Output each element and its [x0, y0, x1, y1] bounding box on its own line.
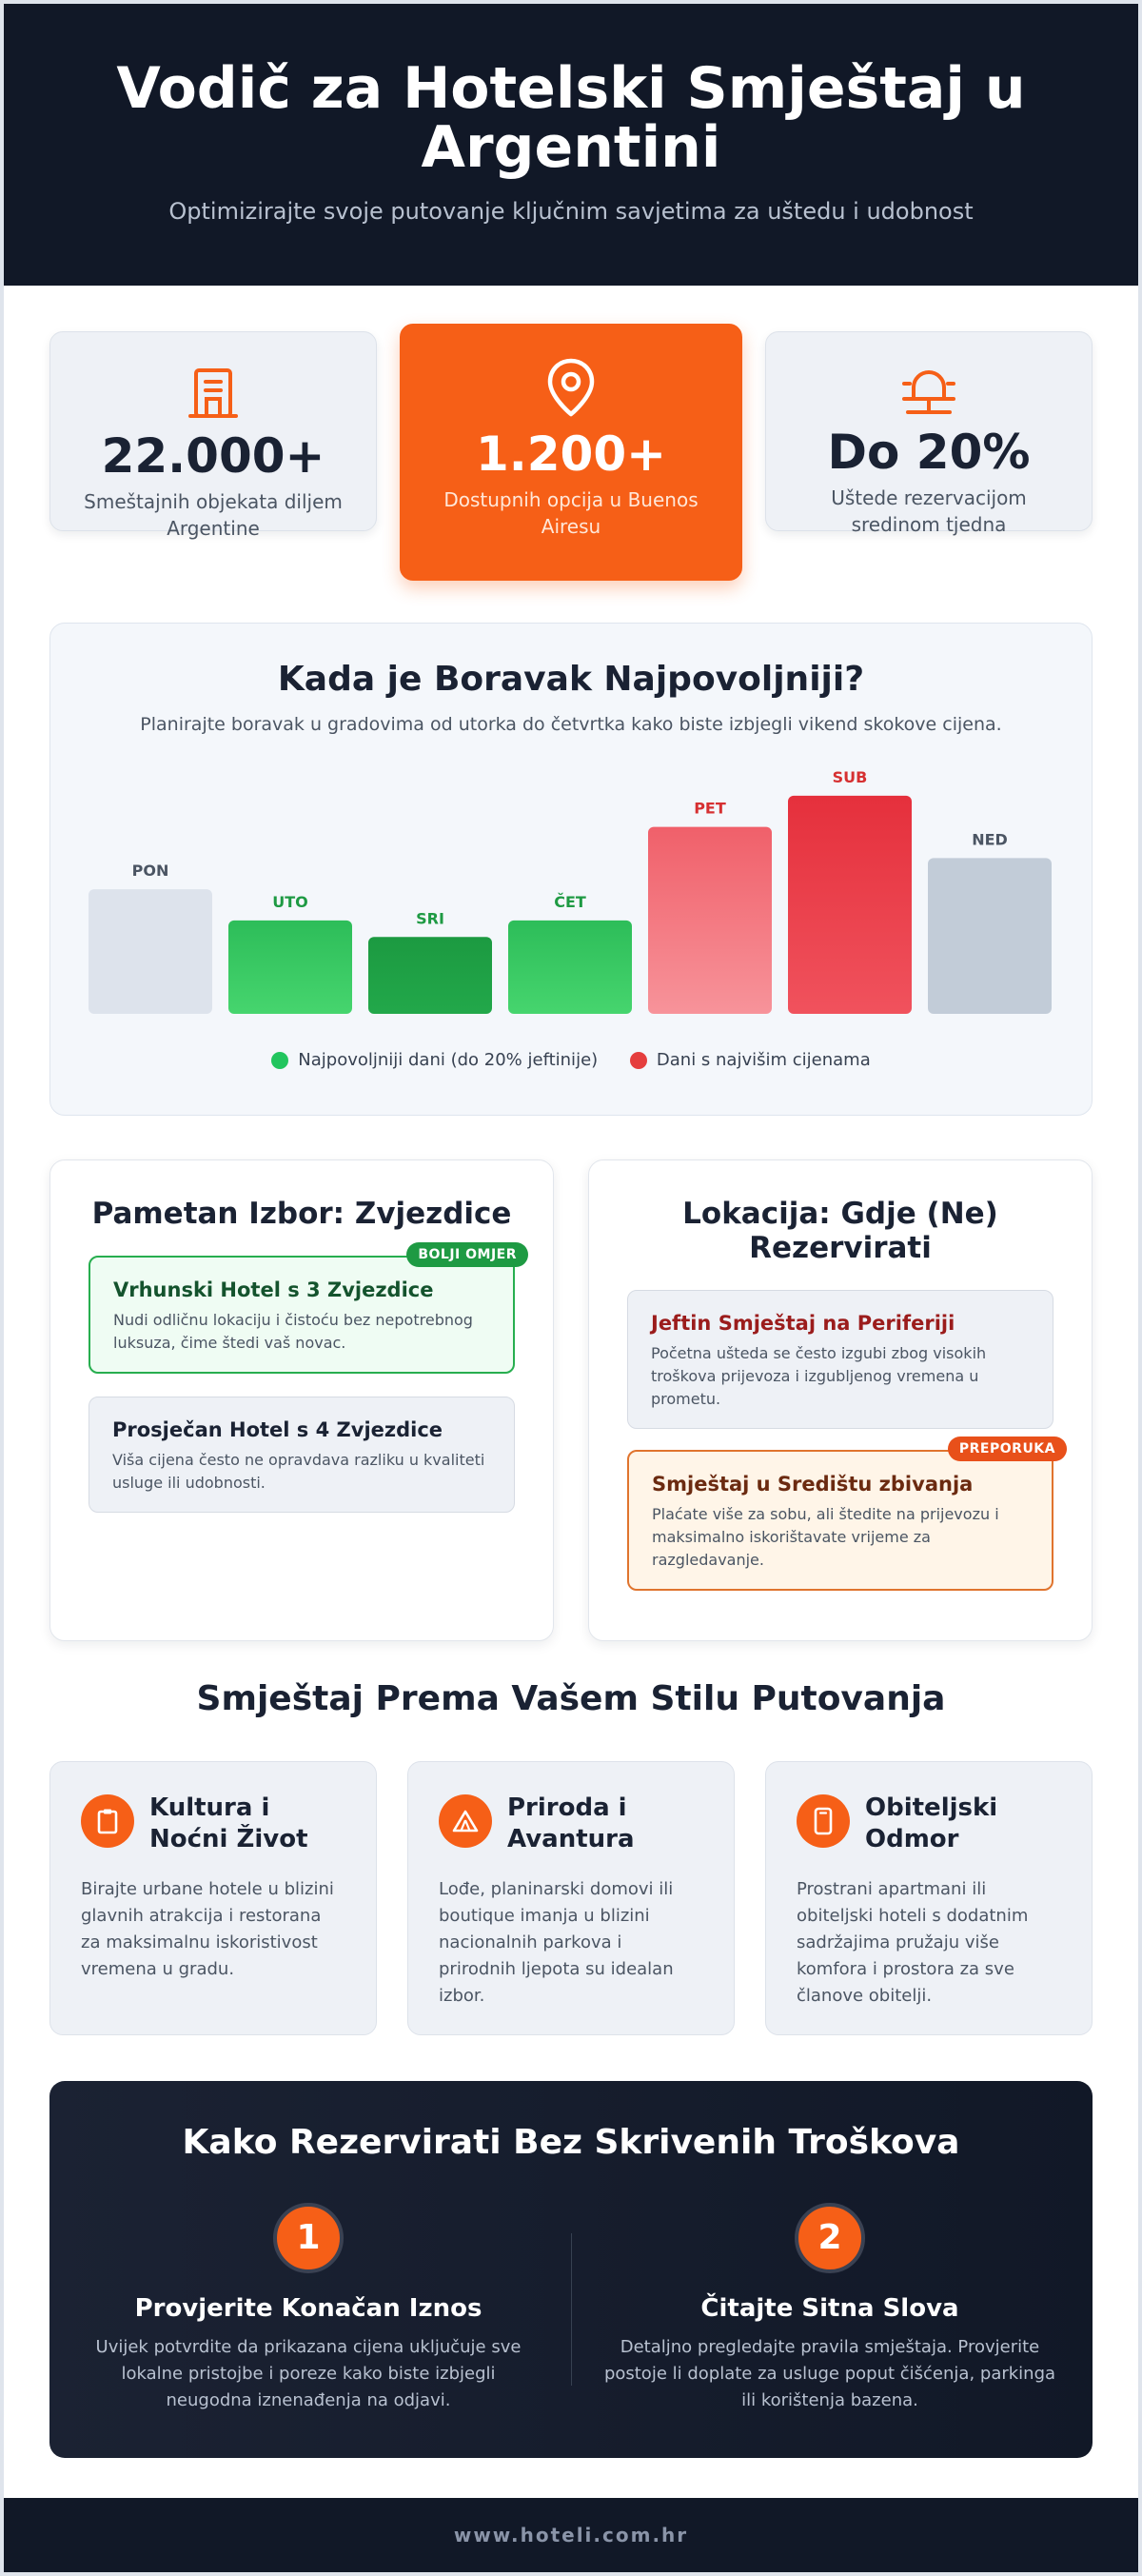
option-text: Plaćate više za sobu, ali štedite na prijevozu i maksimalno iskorištavate vrijeme za razgledavanje.	[652, 1505, 999, 1569]
bar-pet	[648, 827, 772, 1014]
style-text: Prostrani apartmani ili obiteljski hoteli s dodatnim sadržajima pružaju više komfora i prostora za sve članove obitelji.	[797, 1879, 1029, 2006]
step-text: Detaljno pregledajte pravila smještaja. Provjerite postoje li doplate za usluge poput čišćenja, parkinga ili korištenja bazena.	[603, 2337, 1056, 2410]
stat-value: 22.000+	[101, 428, 325, 484]
stat-card-savings	[765, 331, 1093, 536]
option-title: Jeftin Smještaj na Periferiji	[651, 1312, 955, 1335]
page-title: Vodič za Hotelski Smještaj u Argentini	[116, 55, 1026, 181]
style-name: Kultura i Noćni Život	[149, 1793, 308, 1853]
stat-label: Smeštajnih objekata diljem Argentine	[84, 490, 343, 540]
location-panel-title: Lokacija: Gdje (Ne) Rezervirati	[682, 1197, 998, 1265]
legend-dot-green	[271, 1052, 288, 1069]
stats-row	[4, 286, 1138, 628]
bar-sub	[788, 796, 912, 1014]
option-title: Smještaj u Središtu zbivanja	[652, 1473, 974, 1496]
chart-subtitle: Planirajte boravak u gradovima od utorka do četvrtka kako biste izbjegli vikend skokove cijena.	[140, 714, 1002, 735]
recommendation-badge: PREPORUKA	[948, 1437, 1067, 1461]
option-text: Nudi odličnu lokaciju i čistoću bez nepotrebnog luksuza, čime štedi vaš novac.	[113, 1311, 473, 1352]
stars-panel-title: Pametan Izbor: Zvjezdice	[91, 1197, 512, 1231]
style-text: Lođe, planinarski domovi ili boutique imanja u blizini nacionalnih parkova i prirodnih ljepota su idealan izbor.	[439, 1879, 674, 2006]
map-pin-icon	[544, 357, 598, 418]
step-text: Uvijek potvrdite da prikazana cijena uključuje sve lokalne pristojbe i poreze kako biste izbjegli neugodna iznenađenja na odjavi.	[95, 2337, 522, 2410]
legend-label: Najpovoljniji dani (do 20% jeftinije)	[298, 1050, 599, 1070]
option-text: Viša cijena često ne opravdava razliku u kvaliteti usluge ili udobnosti.	[112, 1451, 485, 1492]
option-periphery	[627, 1290, 1053, 1429]
bar-pon	[89, 889, 212, 1014]
option-text: Početna ušteda se često izgubi zbog visokih troškova prijevoza i izgubljenog vremena u prometu.	[651, 1344, 987, 1408]
booking-step-1	[61, 2203, 556, 2414]
bar-čet	[508, 921, 632, 1014]
booking-section	[49, 2081, 1093, 2458]
style-card-nature	[407, 1761, 735, 2035]
mountain-tent-icon	[439, 1794, 492, 1848]
bar-label-ned: NED	[972, 830, 1008, 849]
clipboard-icon	[81, 1794, 134, 1848]
step-title: Čitajte Sitna Slova	[700, 2294, 959, 2323]
price-chart-section	[49, 623, 1093, 1116]
option-title: Vrhunski Hotel s 3 Zvjezdice	[113, 1278, 434, 1301]
bar-label-čet: ČET	[554, 892, 586, 911]
price-bar-chart	[50, 738, 1093, 1042]
bar-label-pon: PON	[131, 862, 169, 881]
legend-item-expensive	[630, 1050, 871, 1070]
option-3-star-hotel	[89, 1247, 517, 1374]
page-subtitle: Optimizirajte svoje putovanje ključnim savjetima za uštedu i udobnost	[168, 198, 974, 225]
step-title: Provjerite Konačan Iznos	[134, 2294, 482, 2323]
better-ratio-badge: BOLJI OMJER	[406, 1242, 528, 1267]
style-name: Priroda i Avantura	[507, 1793, 635, 1853]
stat-value: 1.200+	[475, 426, 667, 482]
stat-card-objects	[49, 331, 377, 540]
legend-dot-red	[630, 1052, 647, 1069]
stat-label: Uštede rezervacijom sredinom tjedna	[831, 486, 1027, 536]
step-number: 1	[273, 2203, 344, 2273]
bar-label-sub: SUB	[832, 767, 868, 786]
style-card-family	[765, 1761, 1093, 2035]
legend-label: Dani s najvišim cijenama	[656, 1050, 871, 1070]
stars-panel	[49, 1159, 554, 1641]
step-number: 2	[795, 2203, 865, 2273]
bar-label-sri: SRI	[416, 909, 444, 928]
service-bell-icon	[900, 367, 957, 416]
family-phone-icon	[797, 1794, 850, 1848]
bar-uto	[228, 921, 352, 1014]
chart-title: Kada je Boravak Najpovoljniji?	[277, 660, 865, 699]
header	[4, 4, 1138, 286]
footer-url[interactable]: www.hoteli.com.hr	[453, 2524, 689, 2546]
style-text: Birajte urbane hotele u blizini glavnih atrakcija i restorana za maksimalnu iskoristivost vremena u gradu.	[81, 1879, 334, 1979]
option-city-center	[627, 1441, 1055, 1591]
style-name: Obiteljski Odmor	[865, 1793, 998, 1853]
legend-item-cheap	[271, 1050, 598, 1070]
bar-ned	[928, 858, 1052, 1014]
option-title: Prosječan Hotel s 4 Zvjezdice	[112, 1418, 443, 1441]
booking-divider	[571, 2233, 572, 2386]
bar-label-uto: UTO	[272, 892, 308, 911]
chart-legend	[50, 1050, 1092, 1074]
stat-label: Dostupnih opcija u Buenos Airesu	[443, 488, 699, 538]
booking-title: Kako Rezervirati Bez Skrivenih Troškova	[182, 2123, 960, 2162]
hotel-building-icon	[188, 367, 238, 420]
stat-card-buenos-aires	[400, 324, 742, 581]
location-panel	[588, 1159, 1093, 1641]
style-card-culture	[49, 1761, 377, 2035]
bar-label-pet: PET	[694, 799, 726, 818]
bar-sri	[368, 937, 492, 1014]
footer	[4, 2498, 1138, 2572]
option-4-star-hotel	[89, 1397, 515, 1513]
stat-value: Do 20%	[827, 425, 1031, 480]
travel-style-title: Smještaj Prema Vašem Stilu Putovanja	[196, 1679, 946, 1718]
booking-step-2	[582, 2203, 1077, 2414]
